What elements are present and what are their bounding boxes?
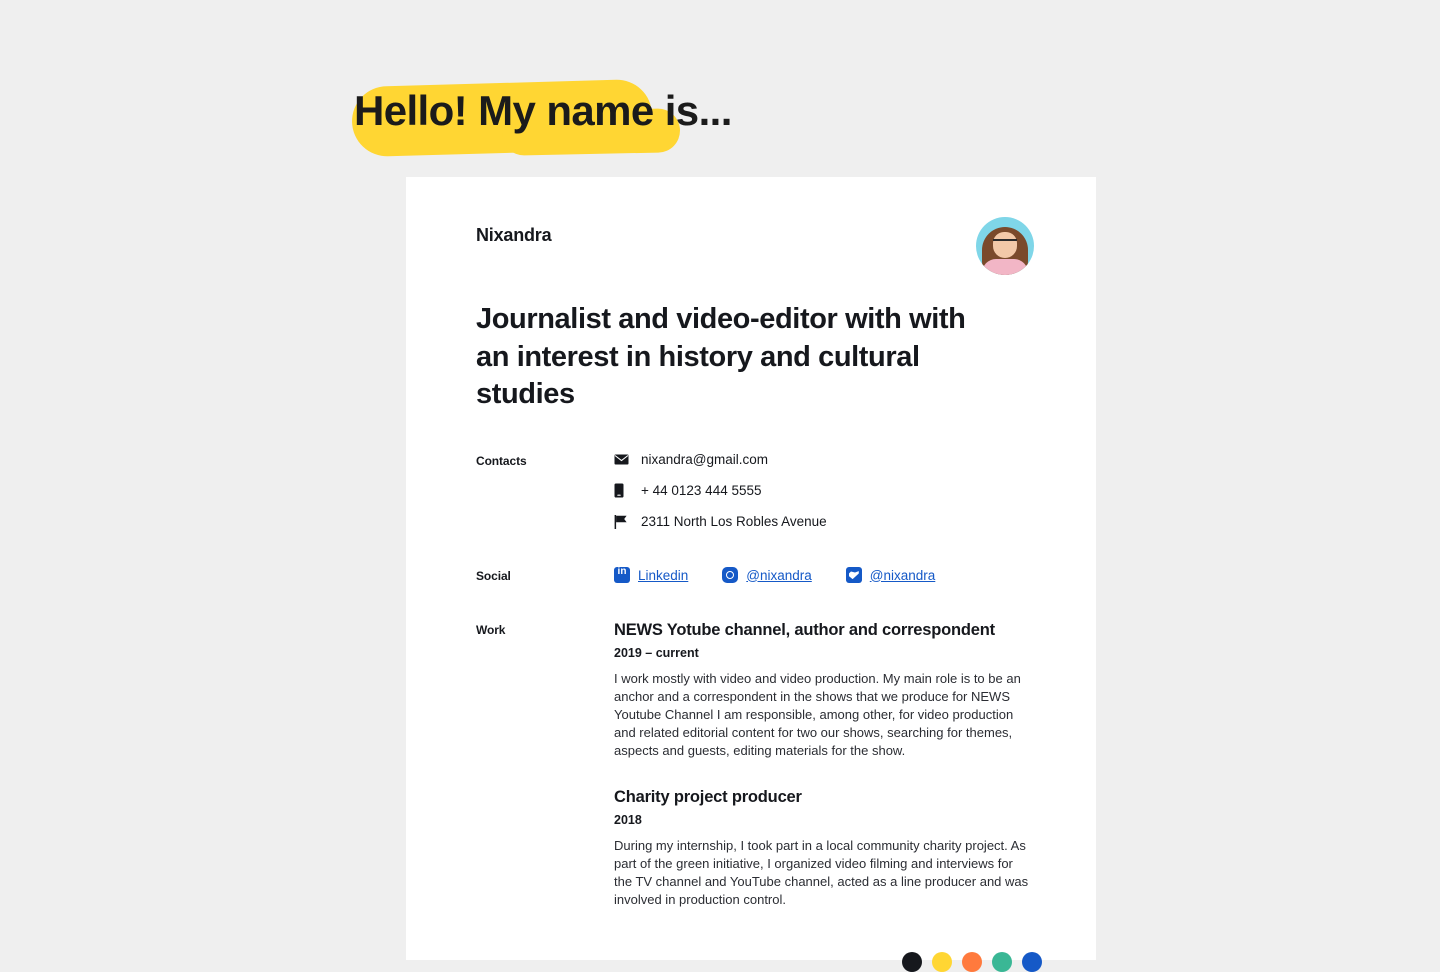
dot-blue <box>1022 952 1042 972</box>
work-description: During my internship, I took part in a local community charity project. As part of the green initiative, I organized video filming and interviews for the TV channel and YouTube channel, acted as a line producer and was involved in production control. <box>614 837 1029 907</box>
flag-icon <box>614 515 632 529</box>
work-description: I work mostly with video and video production. My main role is to be an anchor and a correspondent in the shows that we produce for NEWS Youtube Channel I am responsible, among other, for video production and related editorial content for two our shows, searching for themes, aspects and guests, editing materials for the show. <box>614 671 1021 758</box>
section-label-work: Work <box>476 623 506 638</box>
page-headline <box>352 78 1052 158</box>
resume-document <box>406 177 1096 960</box>
contact-phone: + 44 0123 444 5555 <box>641 483 762 499</box>
dot-dark <box>902 952 922 972</box>
section-work <box>476 621 1034 908</box>
contact-row <box>614 483 1034 498</box>
instagram-icon <box>722 567 738 583</box>
social-label-linkedin[interactable]: Linkedin <box>638 567 689 583</box>
dot-yellow <box>932 952 952 972</box>
envelope-icon <box>614 454 632 465</box>
contact-email: nixandra@gmail.com <box>641 452 769 468</box>
work-title: Charity project producer <box>614 787 802 806</box>
work-title: NEWS Yotube channel, author and correspondent <box>614 621 995 640</box>
social-link-twitter[interactable] <box>846 567 936 583</box>
avatar <box>976 217 1034 275</box>
avatar-shirt <box>982 259 1028 275</box>
contact-address: 2311 North Los Robles Avenue <box>641 514 827 530</box>
social-label-instagram[interactable]: @nixandra <box>746 567 812 583</box>
headline-text: Hello! My name is... <box>354 87 732 134</box>
resume-header <box>476 217 1034 275</box>
work-dates: 2018 <box>614 812 642 827</box>
social-link-linkedin[interactable] <box>614 567 688 583</box>
work-entry <box>614 621 1034 760</box>
section-label-social: Social <box>476 569 511 584</box>
decorative-dots <box>902 952 1042 972</box>
section-label-contacts: Contacts <box>476 454 527 469</box>
avatar-glasses <box>993 239 1017 247</box>
contact-row <box>614 452 1034 467</box>
linkedin-icon <box>614 567 630 583</box>
contact-row <box>614 514 1034 529</box>
resume-headline: Journalist and video-editor with with an interest in history and cultural studies <box>476 303 966 411</box>
dot-green <box>992 952 1012 972</box>
social-link-instagram[interactable] <box>722 567 812 583</box>
work-dates: 2019 – current <box>614 646 699 661</box>
dot-orange <box>962 952 982 972</box>
work-entry <box>614 788 1034 909</box>
section-contacts <box>476 452 1034 529</box>
section-social <box>476 567 1034 583</box>
person-name: Nixandra <box>476 225 552 245</box>
phone-icon <box>614 483 632 498</box>
social-label-twitter[interactable]: @nixandra <box>869 567 936 583</box>
twitter-icon <box>846 567 862 583</box>
